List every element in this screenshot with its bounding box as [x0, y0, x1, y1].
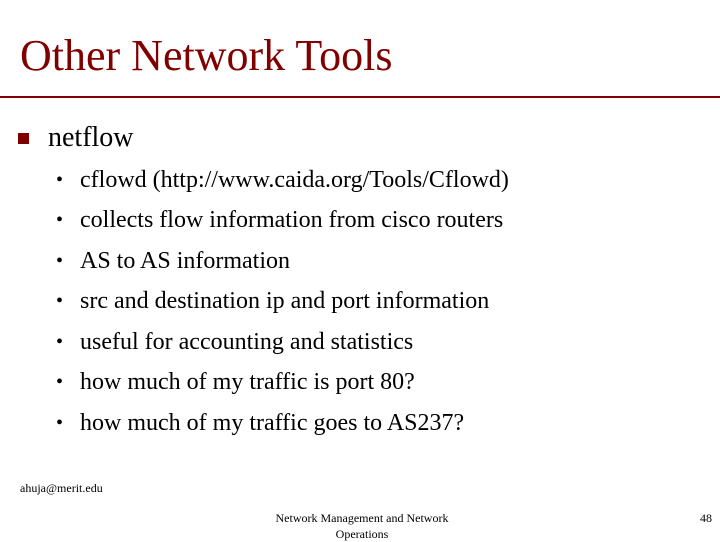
main-bullet-item: [18, 118, 134, 158]
sub-bullet-item: [56, 403, 509, 444]
bullet-dot-icon: •: [56, 209, 64, 232]
sub-bullet-text: cflowd (http://www.caida.org/Tools/Cflowd): [80, 166, 509, 193]
slide-title: Other Network Tools: [20, 31, 393, 80]
bullet-dot-icon: •: [56, 330, 64, 353]
bullet-dot-icon: •: [56, 411, 64, 434]
title-divider: [0, 96, 720, 98]
sub-bullet-item: [56, 201, 509, 242]
bullet-dot-icon: •: [56, 290, 64, 313]
sub-bullet-item: [56, 282, 509, 323]
bullet-dot-icon: •: [56, 168, 64, 191]
sub-bullet-item: [56, 160, 509, 201]
sub-bullet-item: [56, 322, 509, 363]
sub-bullet-item: [56, 363, 509, 404]
bullet-dot-icon: •: [56, 371, 64, 394]
footer-page-number: 48: [700, 511, 712, 525]
bullet-dot-icon: •: [56, 249, 64, 272]
footer-course-title: Network Management and Network Operations: [275, 511, 449, 541]
sub-bullet-text: useful for accounting and statistics: [80, 328, 414, 355]
sub-bullet-text: src and destination ip and port information: [80, 288, 490, 315]
sub-bullet-item: [56, 241, 509, 282]
sub-bullet-list: [56, 160, 509, 444]
sub-bullet-text: collects flow information from cisco routers: [80, 207, 504, 234]
square-bullet-icon: [18, 133, 29, 144]
sub-bullet-text: how much of my traffic goes to AS237?: [80, 409, 465, 436]
footer-email: ahuja@merit.edu: [20, 481, 103, 495]
sub-bullet-text: how much of my traffic is port 80?: [80, 369, 415, 396]
sub-bullet-text: AS to AS information: [80, 247, 291, 274]
main-bullet-text: netflow: [48, 122, 134, 153]
